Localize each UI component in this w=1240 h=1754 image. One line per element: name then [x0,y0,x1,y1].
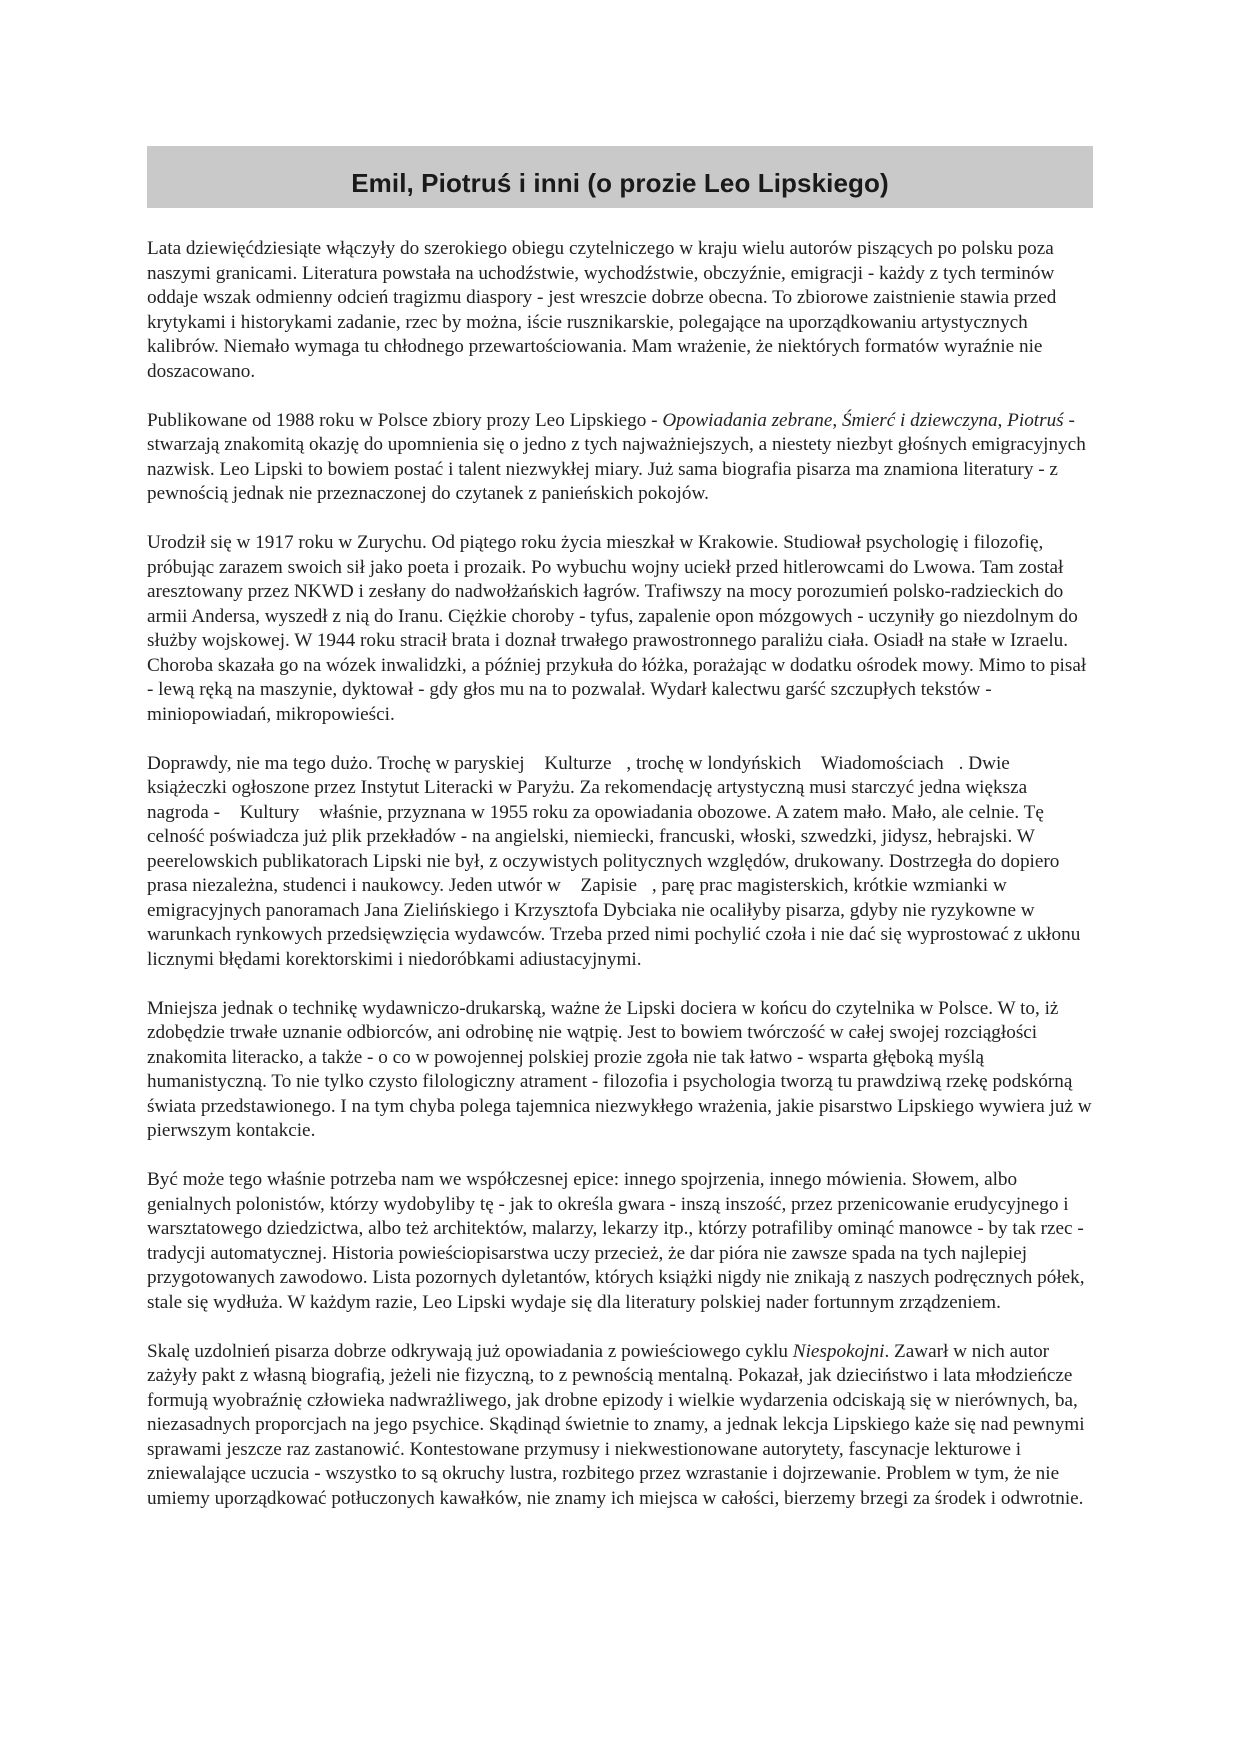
paragraph-2-text-a: Publikowane od 1988 roku w Polsce zbiory prozy Leo Lipskiego - [147,409,663,431]
paragraph-2-text-c: , [832,409,842,431]
document-title: Emil, Piotruś i inni (o prozie Leo Lipskiego) [351,167,889,198]
paragraph-6: Być może tego właśnie potrzeba nam we współczesnej epice: innego spojrzenia, innego mówienia. Słowem, albo genialnych polonistów, którzy wydobyliby tę - jak to określa gwara - inszą inszość, przez przenicowanie erudycyjnego i warsztatowego dziedzictwa, albo też architektów, malarzy, lekarzy itp., którzy potrafiliby ominąć manowce - by tak rzec - tradycji automatycznej. Historia powieściopisarstwa uczy przecież, że dar pióra nie zawsze spada na tych najlepiej przygotowanych zawodowo. Lista pozornych dyletantów, których książki nigdy nie znikają z naszych podręcznych półek, stale się wydłuża. W każdym razie, Leo Lipski wydaje się dla literatury polskiej nader fortunnym zrządzeniem. [147,1169,1085,1313]
paragraph-3: Urodził się w 1917 roku w Zurychu. Od piątego roku życia mieszkał w Krakowie. Studiował psychologię i filozofię, próbując zarazem swoich sił jako poeta i prozaik. Po wybuchu wojny uciekł przed hitlerowcami do Lwowa. Tam został aresztowany przez NKWD i zesłany do nadwołżańskich łagrów. Trafiwszy na mocy porozumień polsko-radzieckich do armii Andersa, wyszedł z nią do Iranu. Ciężkie choroby - tyfus, zapalenie opon mózgowych - uczyniły go niezdolnym do służby wojskowej. W 1944 roku stracił brata i doznał trwałego prawostronnego paraliżu ciała. Osiadł na stałe w Izraelu. Choroba skazała go na wózek inwalidzki, a później przykuła do łóżka, porażając w dodatku ośrodek mowy. Mimo to pisał - lewą ręką na maszynie, dyktował - gdy głos mu na to pozwalał. Wydarł kalectwu garść szczupłych tekstów - miniopowiadań, mikropowieści. [147,532,1087,725]
title-banner [147,146,1093,208]
paragraph-7-text-a: Skalę uzdolnień pisarza dobrze odkrywają już opowiadania z powieściowego cyklu [147,1340,793,1362]
book-title-piotrus: Piotruś [1007,409,1064,431]
paragraph-7-text-c: . Zawarł w nich autor zażyły pakt z własną biografią, jeżeli nie fizyczną, to z pewnością mentalną. Pokazał, jak dzieciństwo i lata młodzieńcze formują wyobraźnię człowieka nadwrażliwego, jak drobne epizody i wielkie wydarzenia odciskają się w nierównych, ba, niezasadnych proporcjach na jego psychice. Skądinąd świetnie to znamy, a jednak lekcja Lipskiego każe się nad pewnymi sprawami jeszcze raz zastanowić. Kontestowane przymusy i niekwestionowane autorytety, fascynacje lekturowe i zniewalające uczucia - wszystko to są okruchy lustra, rozbitego przez wzrastanie i dojrzewanie. Problem w tym, że nie umiemy uporządkować potłuczonych kawałków, nie znamy ich miejsca w całości, bierzemy brzegi za środek i odwrotnie. [147,1340,1085,1509]
document-body [147,237,1093,1536]
paragraph-5: Mniejsza jednak o technikę wydawniczo-drukarską, ważne że Lipski dociera w końcu do czytelnika w Polsce. W to, iż zdobędzie trwałe uznanie odbiorców, ani odrobinę nie wątpię. Jest to bowiem twórczość w całej swojej rozciągłości znakomita literacko, a także - o co w powojennej polskiej prozie zgoła nie tak łatwo - wsparta głęboką myślą humanistyczną. To nie tylko czysto filologiczny atrament - filozofia i psychologia tworzą tu prawdziwą rzekę podskórną świata przedstawionego. I na tym chyba polega tajemnica niezwykłego wrażenia, jakie pisarstwo Lipskiego wywiera już w pierwszym kontakcie. [147,997,1092,1141]
paragraph-2-text-g: - stwarzają znakomitą okazję do upomnienia się o jedno z tych najważniejszych, a niestety niezbyt głośnych emigracyjnych nazwisk. Leo Lipski to bowiem postać i talent niezwykłej miary. Już sama biografia pisarza ma znamiona literatury - z pewnością jednak nie przeznaczonej do czytanek z panieńskich pokojów. [147,409,1086,504]
book-title-opowiadania-zebrane: Opowiadania zebrane [662,409,833,431]
paragraph-7 [147,1340,1093,1512]
paragraph-4: Doprawdy, nie ma tego dużo. Trochę w paryskiej  Kulturze , trochę w londyńskich  Wiadomościach . Dwie książeczki ogłoszone przez Instytut Literacki w Paryżu. Za rekomendację artystyczną musi starczyć jedna większa nagroda -  Kultury  właśnie, przyznana w 1955 roku za opowiadania obozowe. A zatem mało. Mało, ale celnie. Tę celność poświadcza już plik przekładów - na angielski, niemiecki, francuski, włoski, szwedzki, jidysz, hebrajski. W peerelowskich publikatorach Lipski nie był, z oczywistych politycznych względów, drukowany. Dostrzegła do dopiero prasa niezależna, studenci i naukowcy. Jeden utwór w  Zapisie , parę prac magisterskich, krótkie wzmianki w emigracyjnych panoramach Jana Zielińskiego i Krzysztofa Dybciaka nie ocaliłyby pisarza, gdyby nie ryzykowne w warunkach rynkowych przedsięwzięcia wydawców. Trzeba przed nimi pochylić czoła i nie dać się wyprostować z ukłonu licznymi błędami korektorskimi i niedoróbkami adiustacyjnymi. [147,752,1081,970]
book-title-niespokojni: Niespokojni [792,1340,885,1362]
paragraph-2 [147,409,1093,507]
book-title-smierc-i-dziewczyna: Śmierć i dziewczyna [841,409,998,431]
paragraph-2-text-e: , [997,409,1008,431]
paragraph-1: Lata dziewięćdziesiąte włączyły do szerokiego obiegu czytelniczego w kraju wielu autorów piszących po polsku poza naszymi granicami. Literatura powstała na uchodźstwie, wychodźstwie, obczyźnie, emigracji - każdy z tych terminów oddaje wszak odmienny odcień tragizmu diaspory - jest wreszcie dobrze obecna. To zbiorowe zaistnienie stawia przed krytykami i historykami zadanie, rzec by można, iście rusznikarskie, polegające na uporządkowaniu artystycznych kalibrów. Niemało wymaga tu chłodnego przewartościowania. Mam wrażenie, że niektórych formatów wyraźnie nie doszacowano. [147,238,1057,382]
